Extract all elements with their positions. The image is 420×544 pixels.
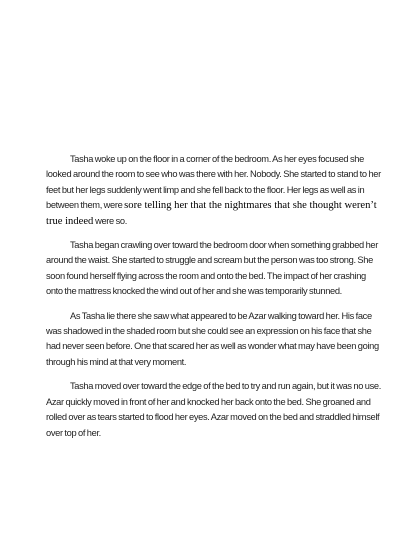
paragraph-1-tail: were so. [93, 215, 127, 226]
paragraph-1-text: Tasha woke up on the floor in a corner of the bedroom. As her eyes focused she looked around the room to see who was there with her. Nobody. She started to stand to her feet but her legs suddenly went limp and she fell back to the floor. Her legs as well as in between them, were [46, 154, 381, 211]
paragraph-2: Tasha began crawling over toward the bedroom door when something grabbed her around the waist. She started to struggle and scream but the person was too strong. She soon found herself flying across the room and onto the bed. The impact of her crashing onto the mattress knocked the wind out of her and she was temporarily stunned. [46, 240, 378, 297]
paragraph-1-serif-line: sore telling her that the nightmares that she thought weren’t true indeed [46, 200, 377, 227]
paragraph-3: As Tasha lie there she saw what appeared to be Azar walking toward her. His face was shadowed in the shaded room but she could see an expression on his face that she had never seen before. One that scared her as well as wonder what may have been going through his mind at that very moment. [46, 310, 379, 367]
paragraph-1 [46, 152, 384, 229]
story-text [46, 152, 384, 450]
paragraph-4: Tasha moved over toward the edge of the bed to try and run again, but it was no use. Azar quickly moved in front of her and knocked her back onto the bed. She groaned and rolled over as tears started to flood her eyes. Azar moved on the bed and straddled himself over top of her. [46, 381, 381, 438]
